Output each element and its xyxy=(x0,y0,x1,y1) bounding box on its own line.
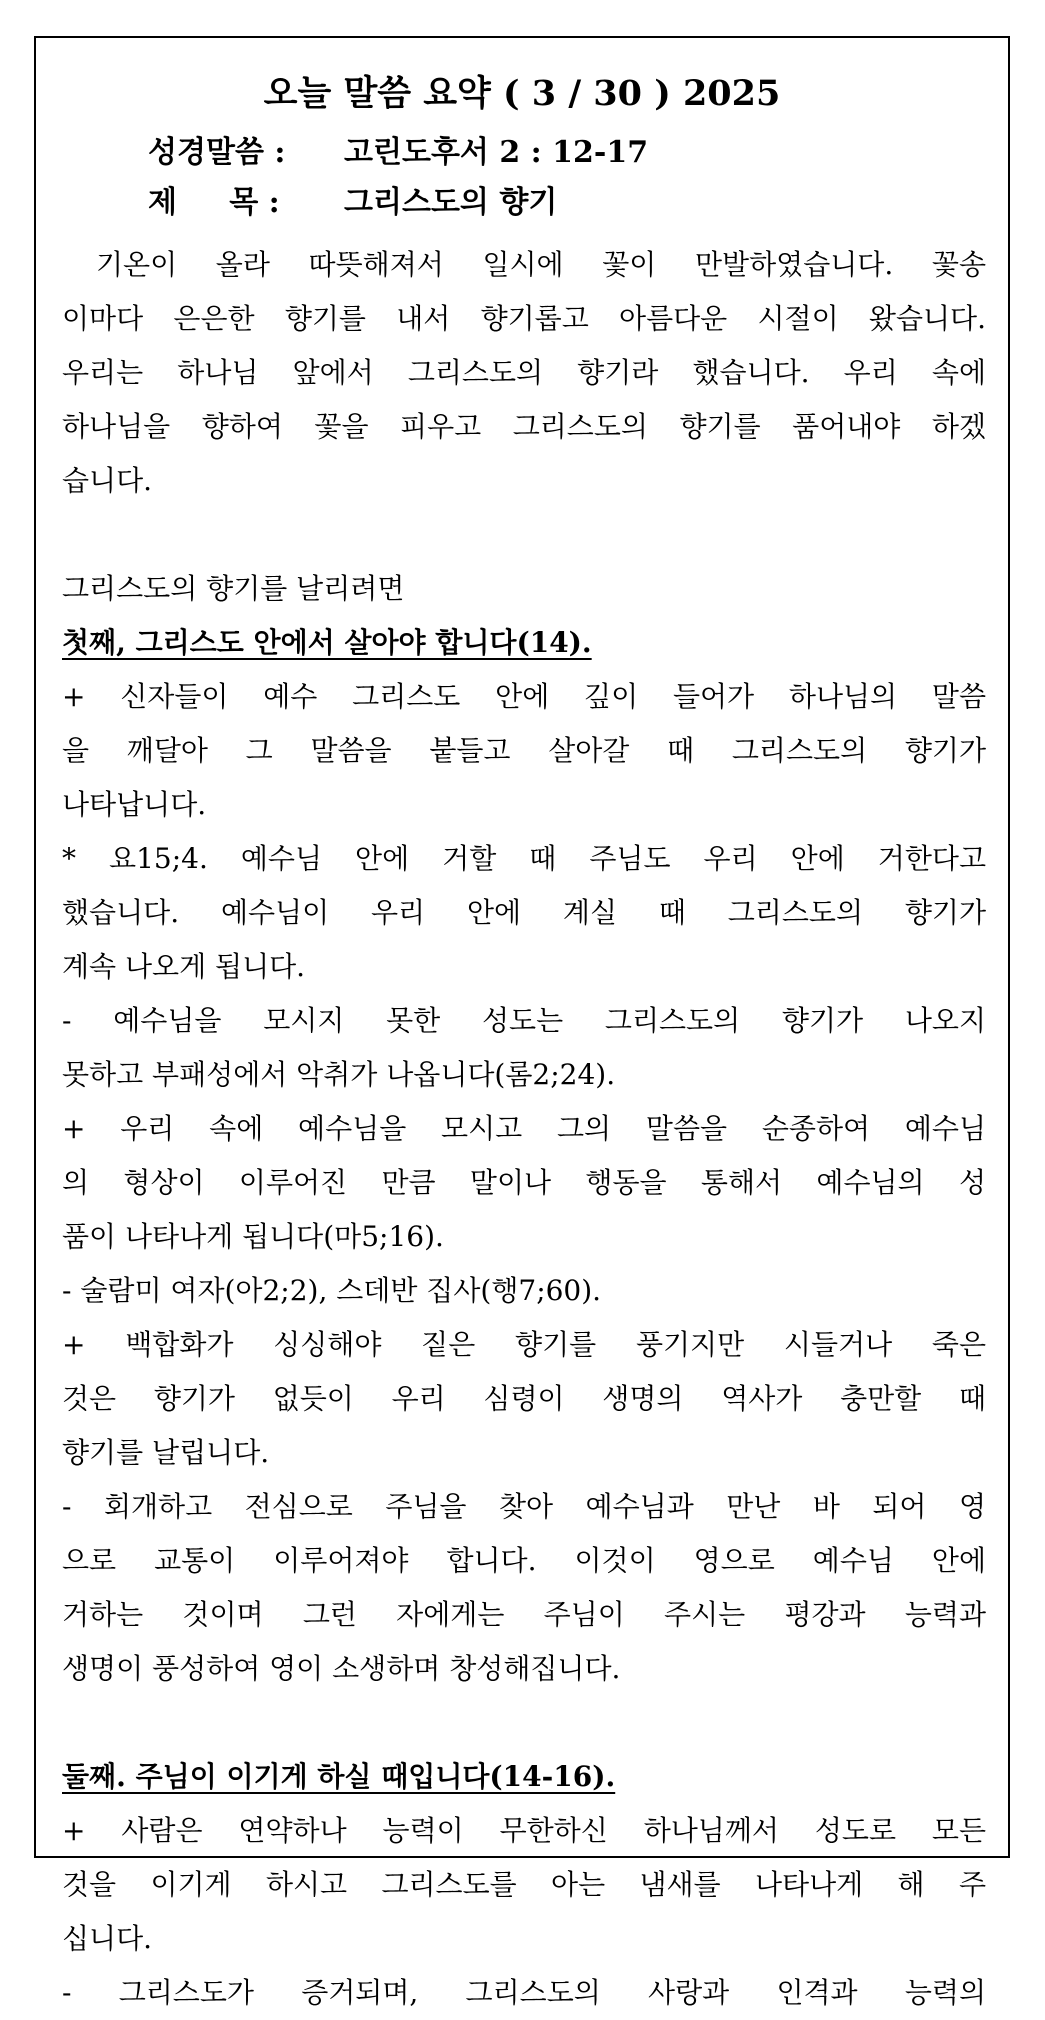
scripture-label: 성경말씀 : xyxy=(148,135,286,170)
section-1-line: + 우리 속에 예수님을 모시고 그의 말씀을 순종하여 예수님 xyxy=(62,1112,986,1145)
section-1-line: - 술람미 여자(아2;2), 스데반 집사(행7;60). xyxy=(62,1274,602,1307)
section-1-line: 나타납니다. xyxy=(62,788,207,821)
section-1-line: 계속 나오게 됩니다. xyxy=(62,950,306,983)
section-1-line: 의 형상이 이루어진 만큼 말이나 행동을 통해서 예수님의 성 xyxy=(62,1166,986,1199)
section-1-line: - 회개하고 전심으로 주님을 찾아 예수님과 만난 바 되어 영 xyxy=(62,1490,986,1523)
intro-line: 우리는 하나님 앞에서 그리스도의 향기라 했습니다. 우리 속에 xyxy=(62,356,986,389)
section-2-line: 것을 이기게 하시고 그리스도를 아는 냄새를 나타나게 해 주 xyxy=(62,1868,986,1901)
section-1-line: 거하는 것이며 그런 자에게는 주님이 주시는 평강과 능력과 xyxy=(62,1598,986,1631)
section-1-line: 것은 향기가 없듯이 우리 심령이 생명의 역사가 충만할 때 xyxy=(62,1382,986,1415)
spacer xyxy=(62,1696,986,1750)
sermon-summary-page xyxy=(34,36,1010,2009)
section-1-line: + 신자들이 예수 그리스도 안에 깊이 들어가 하나님의 말씀 xyxy=(62,680,986,713)
section-2-line: 십니다. xyxy=(62,1922,153,1955)
section-1-line: 생명이 풍성하여 영이 소생하며 창성해집니다. xyxy=(62,1652,621,1685)
section-1-line: - 예수님을 모시지 못한 성도는 그리스도의 향기가 나오지 xyxy=(62,1004,986,1037)
section-1-heading: 첫째, 그리스도 안에서 살아야 합니다(14). xyxy=(62,626,592,659)
section-1-line: + 백합화가 싱싱해야 짙은 향기를 풍기지만 시들거나 죽은 xyxy=(62,1328,986,1361)
lead-line: 그리스도의 향기를 날리려면 xyxy=(62,572,405,605)
section-1-line: 못하고 부패성에서 악취가 나옵니다(롬2;24). xyxy=(62,1058,616,1091)
scripture-line xyxy=(148,127,648,171)
section-1-line: 으로 교통이 이루어져야 합니다. 이것이 영으로 예수님 안에 xyxy=(62,1544,986,1577)
sermon-subject: 그리스도의 향기 xyxy=(344,185,558,220)
section-1-line: 향기를 날립니다. xyxy=(62,1436,270,1469)
section-1-line: * 요15;4. 예수님 안에 거할 때 주님도 우리 안에 거한다고 xyxy=(62,842,986,875)
section-2-heading: 둘째. 주님이 이기게 하실 때입니다(14-16). xyxy=(62,1760,616,1793)
spacer xyxy=(62,508,986,562)
section-1-line: 했습니다. 예수님이 우리 안에 계실 때 그리스도의 향기가 xyxy=(62,896,986,929)
section-2-line: - 그리스도가 증거되며, 그리스도의 사랑과 인격과 능력의 xyxy=(62,1976,986,2009)
intro-line: 기온이 올라 따뜻해져서 일시에 꽃이 만발하였습니다. 꽃송 xyxy=(96,248,986,281)
subject-label: 제 목 : xyxy=(148,185,280,220)
section-1-line: 품이 나타나게 됩니다(마5;16). xyxy=(62,1220,444,1253)
section-2-line: + 사람은 연약하나 능력이 무한하신 하나님께서 성도로 모든 xyxy=(62,1814,986,1847)
intro-line: 하나님을 향하여 꽃을 피우고 그리스도의 향기를 품어내야 하겠 xyxy=(62,410,986,443)
sermon-body xyxy=(62,238,986,2020)
scripture-reference: 고린도후서 2 : 12-17 xyxy=(344,135,649,170)
page-title: 오늘 말씀 요약 ( 3 / 30 ) 2025 xyxy=(263,73,781,114)
subject-line xyxy=(148,177,557,221)
intro-line: 습니다. xyxy=(62,464,153,497)
intro-line: 이마다 은은한 향기를 내서 향기롭고 아름다운 시절이 왔습니다. xyxy=(62,302,986,335)
section-1-line: 을 깨달아 그 말씀을 붙들고 살아갈 때 그리스도의 향기가 xyxy=(62,734,986,767)
